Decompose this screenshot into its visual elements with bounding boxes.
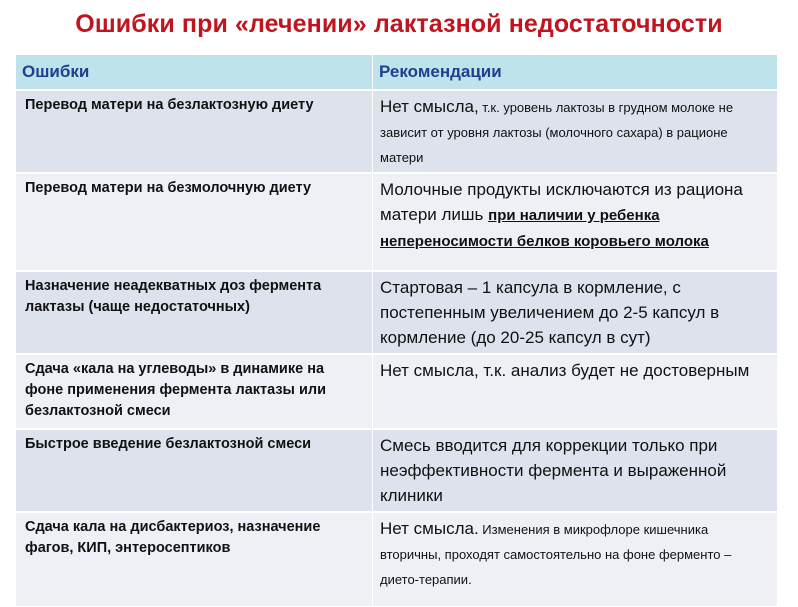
recommendation-lead: Нет смысла, (380, 97, 479, 116)
recommendation-lead: Нет смысла, т.к. анализ будет не достоверным (380, 361, 750, 380)
header-errors: Ошибки (16, 55, 373, 91)
recommendation-cell (373, 512, 778, 606)
recommendation-cell (373, 429, 778, 512)
error-cell: Назначение неадекватных доз фермента лактазы (чаще недостаточных) (16, 271, 373, 354)
error-cell: Перевод матери на безлактозную диету (16, 90, 373, 173)
table-row (16, 354, 778, 429)
recommendation-lead: Смесь вводится для коррекции только при неэффективности фермента и выраженной клиники (380, 436, 727, 505)
errors-table (15, 54, 778, 607)
recommendation-detail: т.к. уровень лактозы в грудном молоке не зависит от уровня лактозы (молочного сахара) в рационе матери (380, 100, 734, 165)
error-cell: Быстрое введение безлактозной смеси (16, 429, 373, 512)
recommendation-detail: Изменения в микрофлоре кишечника вторичны, проходят самостоятельно на фоне ферменто – дието-терапии. (380, 522, 732, 587)
recommendation-cell (373, 173, 778, 271)
slide-title: Ошибки при «лечении» лактазной недостаточности (75, 10, 723, 38)
error-cell: Перевод матери на безмолочную диету (16, 173, 373, 271)
table-row (16, 429, 778, 512)
table-row (16, 173, 778, 271)
header-recommendations: Рекомендации (373, 55, 778, 91)
recommendation-lead: Нет смысла. (380, 519, 479, 538)
recommendation-lead: Стартовая – 1 капсула в кормление, с постепенным увеличением до 2-5 капсул в кормление (до 20-25 капсул в сут) (380, 278, 720, 347)
error-cell: Сдача «кала на углеводы» в динамике на фоне применения фермента лактазы или безлактозной смеси (16, 354, 373, 429)
recommendation-cell (373, 90, 778, 173)
recommendation-cell (373, 271, 778, 354)
table-row (16, 90, 778, 173)
error-cell: Сдача кала на дисбактериоз, назначение фагов, КИП, энтеросептиков (16, 512, 373, 606)
table-header-row (16, 55, 778, 91)
table-row (16, 271, 778, 354)
table-row (16, 512, 778, 606)
recommendation-lead: Молочные продукты исключаются из рациона матери лишь (380, 180, 743, 224)
recommendation-emphasis: при наличии у ребенка непереносимости белков коровьего молока (380, 207, 709, 250)
recommendation-cell (373, 354, 778, 429)
